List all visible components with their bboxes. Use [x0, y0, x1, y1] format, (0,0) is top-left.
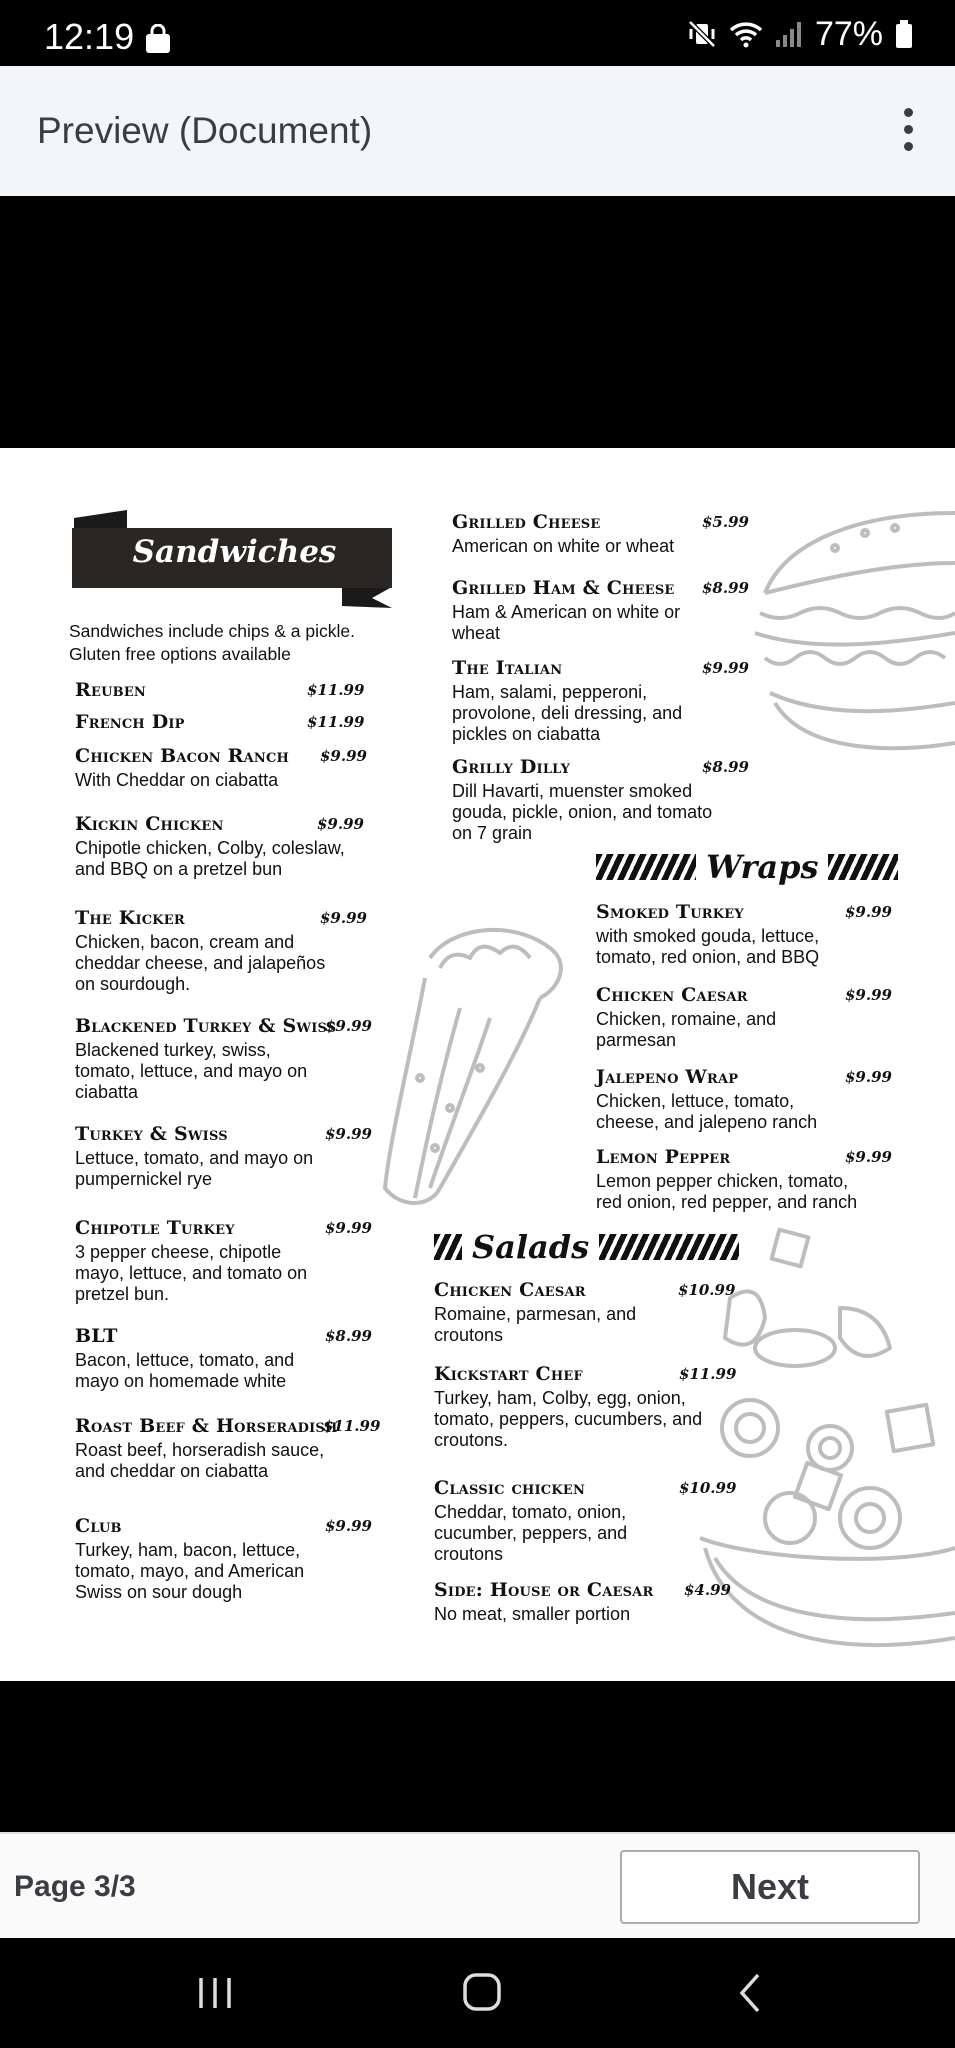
- menu-item: Roast Beef & Horseradish Roast beef, horseradish sauce, and cheddar on ciabatta $11.99: [75, 1415, 381, 1481]
- menu-item: Reuben $11.99: [75, 679, 365, 701]
- page-title: Preview (Document): [37, 110, 373, 151]
- next-button[interactable]: Next: [620, 1850, 920, 1924]
- salads-header: [434, 1228, 739, 1266]
- menu-item: Chipotle Turkey 3 pepper cheese, chipotle mayo, lettuce, and tomato on pretzel bun. $9.99: [75, 1217, 372, 1304]
- menu-item: The Kicker Chicken, bacon, cream and cheddar cheese, and jalapeños on sourdough. $9.99: [75, 907, 367, 994]
- menu-item: Blackened Turkey & Swiss Blackened turkey, swiss, tomato, lettuce, and mayo on ciabatta $9.99: [75, 1015, 372, 1102]
- menu-item: Grilled Ham & Cheese Ham & American on white or wheat $8.99: [452, 577, 749, 643]
- menu-item: Side: House or Caesar No meat, smaller portion $4.99: [434, 1579, 731, 1624]
- vibrate-mute-icon: [687, 19, 717, 49]
- menu-item: Chicken Caesar Romaine, parmesan, and croutons $10.99: [434, 1279, 736, 1345]
- more-options-icon[interactable]: [895, 108, 921, 158]
- shopping-bag-icon: [144, 24, 172, 54]
- menu-item: Grilled Cheese American on white or wheat $5.99: [452, 511, 749, 556]
- menu-item: Smoked Turkey with smoked gouda, lettuce, tomato, red onion, and BBQ $9.99: [596, 901, 892, 967]
- pager-bar: [0, 1832, 955, 1938]
- recent-apps-icon[interactable]: [185, 1968, 245, 2018]
- menu-item: Jalepeno Wrap Chicken, lettuce, tomato, cheese, and jalepeno ranch $9.99: [596, 1066, 892, 1132]
- menu-item: Classic chicken Cheddar, tomato, onion, cucumber, peppers, and croutons $10.99: [434, 1477, 737, 1564]
- status-bar: [0, 0, 955, 66]
- menu-item: Kickstart Chef Turkey, ham, Colby, egg, onion, tomato, peppers, cucumbers, and croutons. $11.99: [434, 1363, 737, 1450]
- menu-item: BLT Bacon, lettuce, tomato, and mayo on homemade white $8.99: [75, 1325, 372, 1391]
- menu-item: Club Turkey, ham, bacon, lettuce, tomato, mayo, and American Swiss on sour dough $9.99: [75, 1515, 372, 1602]
- document-viewer[interactable]: [0, 196, 955, 1832]
- status-time: 12:19: [44, 16, 135, 57]
- menu-item: French Dip $11.99: [75, 711, 365, 733]
- menu-item: The Italian Ham, salami, pepperoni, provolone, deli dressing, and pickles on ciabatta $9.99: [452, 657, 749, 744]
- wraps-title: Wraps: [706, 848, 819, 886]
- app-bar: [0, 66, 955, 196]
- page-indicator: Page 3/3: [14, 1870, 136, 1903]
- sandwiches-note: Sandwiches include chips & a pickle. Gluten free options available: [69, 621, 355, 664]
- sandwich-illustration: [745, 503, 955, 763]
- menu-item: Chicken Caesar Chicken, romaine, and parmesan $9.99: [596, 984, 892, 1050]
- menu-item: Chicken Bacon Ranch With Cheddar on ciabatta $9.99: [75, 745, 367, 790]
- document-page[interactable]: [0, 448, 955, 1681]
- wraps-header: [596, 848, 898, 886]
- battery-percent: 77%: [814, 14, 883, 53]
- back-icon[interactable]: [720, 1968, 780, 2018]
- salads-title: Salads: [472, 1228, 590, 1266]
- sandwiches-title: Sandwiches: [132, 534, 337, 570]
- battery-icon: [895, 19, 913, 49]
- wrap-illustration: [370, 918, 580, 1218]
- menu-item: Grilly Dilly Dill Havarti, muenster smoked gouda, pickle, onion, and tomato on 7 grain $8.99: [452, 756, 749, 843]
- menu-item: Lemon Pepper Lemon pepper chicken, tomato, red onion, red pepper, and ranch $9.99: [596, 1146, 892, 1212]
- system-nav-bar: [0, 1938, 955, 2048]
- home-icon[interactable]: [452, 1968, 512, 2018]
- status-icons: [687, 14, 913, 54]
- menu-item: Kickin Chicken Chipotle chicken, Colby, coleslaw, and BBQ on a pretzel bun $9.99: [75, 813, 364, 879]
- sandwiches-banner: [72, 508, 397, 608]
- signal-icon: [775, 19, 803, 49]
- wifi-icon: [729, 19, 763, 49]
- menu-item: Turkey & Swiss Lettuce, tomato, and mayo on pumpernickel rye $9.99: [75, 1123, 372, 1189]
